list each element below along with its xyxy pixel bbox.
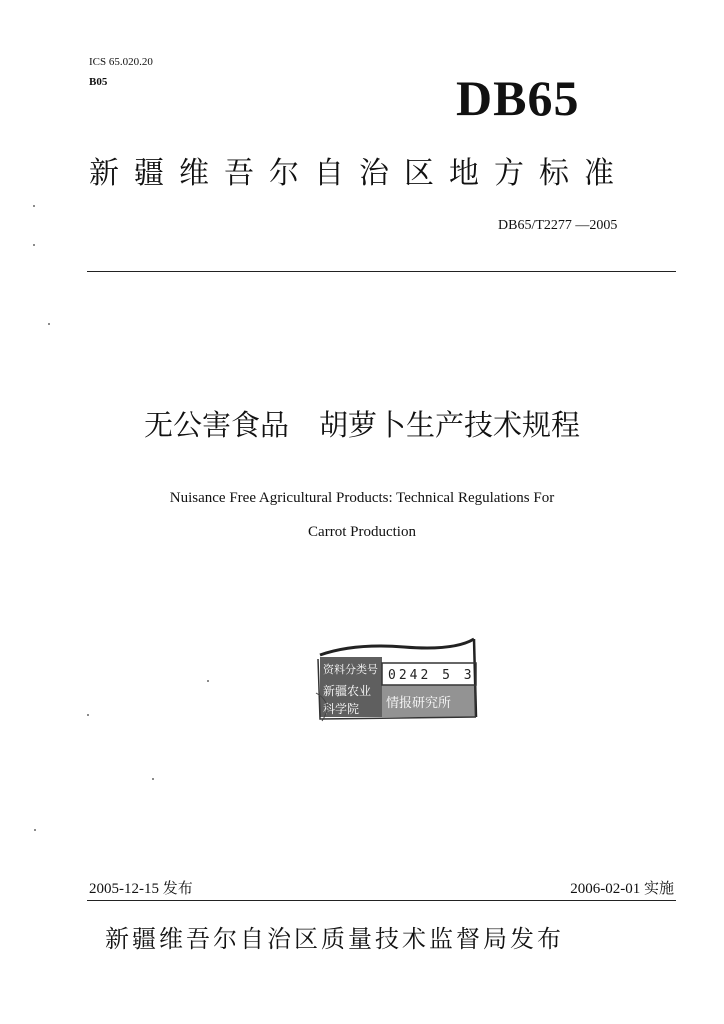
scan-speck (207, 680, 209, 682)
svg-text:0242 5 3: 0242 5 3 (388, 668, 475, 683)
classification-code: B05 (89, 76, 108, 88)
publisher: 新疆维吾尔自治区质量技术监督局发布 (105, 925, 564, 953)
title-cn-part1: 无公害食品 (143, 408, 289, 442)
scan-speck (152, 778, 154, 780)
effective-date: 2006-02-01 实施 (570, 881, 674, 897)
svg-text:资料分类号: 资料分类号 (323, 663, 378, 676)
ics-code: ICS 65.020.20 (89, 56, 153, 68)
scan-speck (48, 323, 50, 325)
title-en-line1: Nuisance Free Agricultural Products: Technical Regulations For (169, 490, 555, 506)
standard-type-title: 新疆维吾尔自治区地方标准 (89, 156, 629, 191)
top-divider (87, 271, 676, 272)
issue-date: 2005-12-15 发布 (89, 881, 193, 897)
library-stamp (314, 633, 486, 723)
scan-speck (33, 244, 35, 246)
title-en-line2: Carrot Production (308, 524, 416, 540)
document-title-en (0, 481, 724, 549)
document-title-cn (0, 405, 724, 445)
svg-text:新疆农业: 新疆农业 (323, 684, 372, 698)
svg-text:情报研究所: 情报研究所 (386, 696, 452, 711)
standard-number: DB65/T2277 —2005 (498, 218, 618, 233)
title-cn-part2: 胡萝卜生产技术规程 (319, 408, 581, 442)
standard-logo: DB65 (456, 70, 580, 126)
scan-speck (33, 205, 35, 207)
scan-speck (34, 829, 36, 831)
scan-speck (87, 714, 89, 716)
svg-text:科学院: 科学院 (323, 702, 360, 716)
bottom-divider (87, 900, 676, 901)
